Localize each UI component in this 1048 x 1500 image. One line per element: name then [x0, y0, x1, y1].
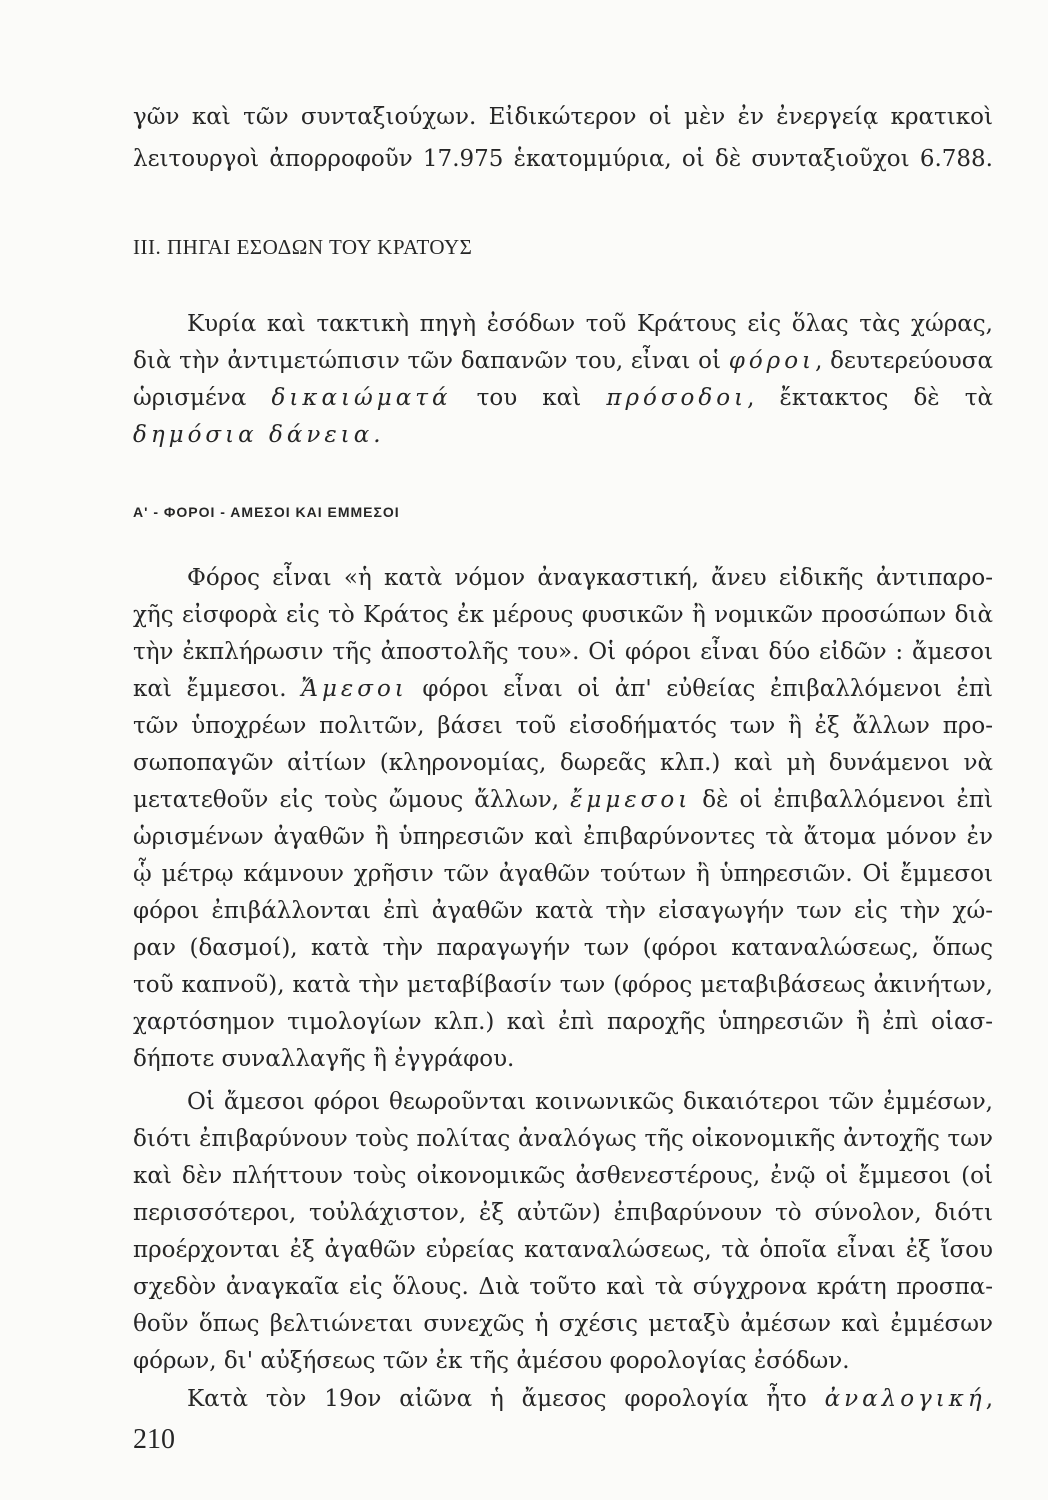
text-line: φόρων, δι' αὐξήσεως τῶν ἐκ τῆς ἀμέσου φορολογίας ἐσόδων. [133, 1348, 850, 1374]
subsection-heading: Α' - ΦΟΡΟΙ - ΑΜΕΣΟΙ ΚΑΙ ΕΜΜΕΣΟΙ [133, 504, 400, 520]
text-line [133, 346, 993, 376]
text-line: χῆς εἰσφορὰ εἰς τὸ Κράτος ἐκ μέρους φυσικῶν ἢ νομικῶν προσώπων διὰ [133, 602, 993, 628]
text-line: τῶν ὑποχρέων πολιτῶν, βάσει τοῦ εἰσοδήματός των ἢ ἐξ ἄλλων προ- [133, 713, 993, 739]
text-line [133, 383, 993, 413]
text-line: τοῦ καπνοῦ), κατὰ τὴν μεταβίβασίν των (φόρος μεταβιβάσεως ἀκινήτων, [133, 972, 993, 998]
text-line: λειτουργοὶ ἀπορροφοῦν 17.975 ἑκατομμύρια, οἱ δὲ συνταξιοῦχοι 6.788. [133, 146, 993, 172]
text-run: , [985, 1386, 993, 1412]
text-line: Κυρία καὶ τακτικὴ πηγὴ ἐσόδων τοῦ Κράτους εἰς ὅλας τὰς χώρας, [187, 311, 993, 337]
section-heading: ΙΙΙ. ΠΗΓΑΙ ΕΣΟΔΩΝ ΤΟΥ ΚΡΑΤΟΥΣ [133, 235, 473, 259]
text-run: δὲ οἱ ἐπιβαλλόμενοι ἐπὶ [691, 787, 993, 813]
text-run: του καὶ [451, 385, 607, 411]
text-line: ραν (δασμοί), κατὰ τὴν παραγωγήν των (φόροι καταναλώσεως, ὅπως [133, 935, 993, 961]
text-run: Κατὰ τὸν 19ον αἰῶνα ἡ ἄμεσος φορολογία ἦτο [187, 1386, 825, 1412]
text-line: σχεδὸν ἀναγκαῖα εἰς ὅλους. Διὰ τοῦτο καὶ τὰ σύγχρονα κράτη προσπα- [133, 1274, 993, 1300]
text-line: δήποτε συναλλαγῆς ἢ ἐγγράφου. [133, 1046, 515, 1072]
text-line [187, 1384, 993, 1414]
text-line: φόροι ἐπιβάλλονται ἐπὶ ἀγαθῶν κατὰ τὴν εἰσαγωγήν των εἰς τὴν χώ- [133, 898, 993, 924]
emphasis-term: ἔμμεσοι [570, 787, 692, 813]
text-line: περισσότεροι, τοὐλάχιστον, ἐξ αὐτῶν) ἐπιβαρύνουν τὸ σύνολον, διότι [133, 1200, 993, 1226]
emphasis-term: δικαιώματά [271, 385, 452, 411]
emphasis-term: ἀναλογική [824, 1386, 986, 1412]
text-run: , ἔκτακτος δὲ τὰ [747, 385, 994, 411]
text-line: θοῦν ὅπως βελτιώνεται συνεχῶς ἡ σχέσις μεταξὺ ἀμέσων καὶ ἐμμέσων [133, 1311, 993, 1337]
emphasis-term: δημόσια δάνεια. [133, 422, 385, 448]
emphasis-term: φόροι [728, 348, 816, 374]
page-number: 210 [133, 1424, 175, 1455]
text-line: Φόρος εἶναι «ἡ κατὰ νόμον ἀναγκαστική, ἄνευ εἰδικῆς ἀντιπαρο- [187, 565, 993, 591]
text-line: τὴν ἐκπλήρωσιν τῆς ἀποστολῆς του». Οἱ φόροι εἶναι δύο εἰδῶν : ἄμεσοι [133, 639, 993, 665]
text-run: , δευτερεύουσα [815, 348, 993, 374]
text-line: ὡρισμένων ἀγαθῶν ἢ ὑπηρεσιῶν καὶ ἐπιβαρύνοντες τὰ ἄτομα μόνον ἐν [133, 824, 993, 850]
emphasis-term: πρόσοδοι [606, 385, 748, 411]
text-run: μετατεθοῦν εἰς τοὺς ὤμους ἄλλων, [133, 787, 571, 813]
text-line: γῶν καὶ τῶν συνταξιούχων. Εἰδικώτερον οἱ μὲν ἐν ἐνεργείᾳ κρατικοὶ [133, 104, 993, 130]
text-line: διότι ἐπιβαρύνουν τοὺς πολίτας ἀναλόγως τῆς οἰκονομικῆς ἀντοχῆς των [133, 1126, 993, 1152]
text-line [133, 785, 993, 815]
text-line: σωποπαγῶν αἰτίων (κληρονομίας, δωρεᾶς κλπ.) καὶ μὴ δυνάμενοι νὰ [133, 750, 993, 776]
text-line: χαρτόσημον τιμολογίων κλπ.) καὶ ἐπὶ παροχῆς ὑπηρεσιῶν ἢ ἐπὶ οἱασ- [133, 1009, 993, 1035]
text-line: Οἱ ἄμεσοι φόροι θεωροῦνται κοινωνικῶς δικαιότεροι τῶν ἐμμέσων, [187, 1089, 993, 1115]
emphasis-term: Ἄμεσοι [301, 676, 408, 702]
text-line [133, 674, 993, 704]
text-run: ὡρισμένα [133, 385, 272, 411]
text-line: καὶ δὲν πλήττουν τοὺς οἰκονομικῶς ἀσθενεστέρους, ἐνῷ οἱ ἔμμεσοι (οἱ [133, 1163, 993, 1189]
text-run: φόροι εἶναι οἱ ἀπ' εὐθείας ἐπιβαλλόμενοι ἐπὶ [407, 676, 994, 702]
text-run: διὰ τὴν ἀντιμετώπισιν τῶν δαπανῶν του, εἶναι οἱ [133, 348, 729, 374]
text-line: ᾧ μέτρῳ κάμνουν χρῆσιν τῶν ἀγαθῶν τούτων ἢ ὑπηρεσιῶν. Οἱ ἔμμεσοι [133, 861, 993, 887]
text-line: προέρχονται ἐξ ἀγαθῶν εὐρείας καταναλώσεως, τὰ ὁποῖα εἶναι ἐξ ἴσου [133, 1237, 993, 1263]
text-run: καὶ ἔμμεσοι. [133, 676, 302, 702]
